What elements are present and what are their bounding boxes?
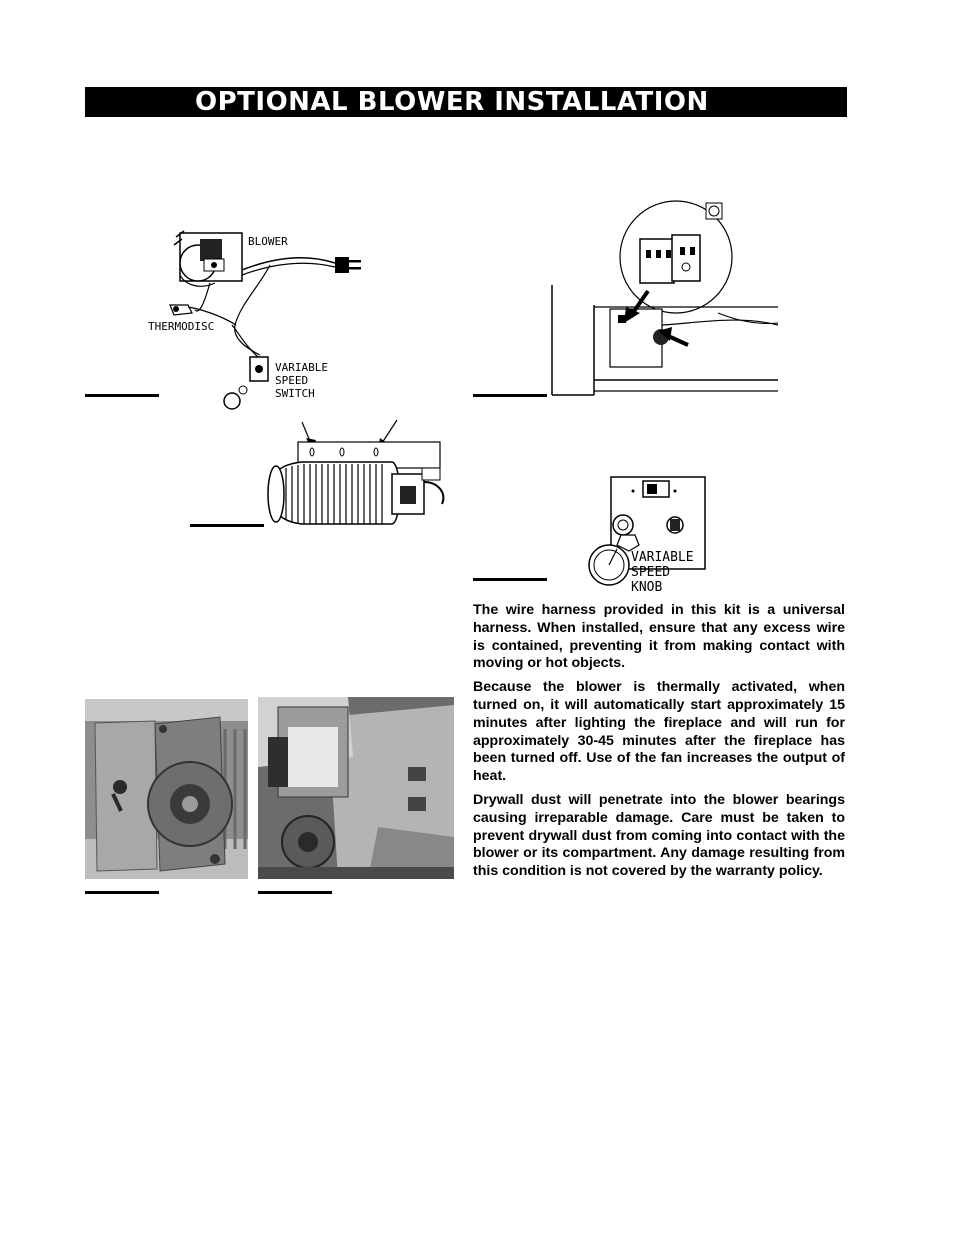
variable-speed-switch-illustration [224, 357, 268, 409]
paragraph: Because the blower is thermally activated, when turned on, it will automatically start approximately 15 minutes after lighting the fireplace and will run for approximately 30-45 minutes after the fireplace has been turned off. Use of the fan increases the output of heat. [473, 679, 845, 785]
page-title-bar [85, 87, 847, 117]
wiring-diagram-figure [140, 225, 380, 415]
switch-label-line3: SWITCH [275, 387, 315, 400]
figure-caption-rule [473, 578, 547, 581]
figure-caption-rule [85, 891, 159, 894]
blower-illustration [174, 231, 242, 286]
knob-label-line3: KNOB [631, 580, 663, 595]
blower-assembly-figure [262, 412, 462, 532]
switch-location-figure [548, 195, 780, 400]
knob-label-line1: VARIABLE [631, 550, 694, 565]
figure-caption-rule [85, 394, 159, 397]
blower-mount-photo [85, 699, 248, 879]
figure-caption-rule [473, 394, 547, 397]
thermodisc-label: THERMODISC [148, 320, 215, 333]
knob-label-line2: SPEED [631, 565, 671, 580]
instructions-text [473, 602, 845, 887]
page-title: OPTIONAL BLOWER INSTALLATION [195, 87, 709, 117]
paragraph: Drywall dust will penetrate into the blower bearings causing irreparable damage. Care must be taken to prevent drywall dust from coming into contact with the blower or its compartment. Any damage resulting from this condition is not covered by the warranty policy. [473, 791, 845, 880]
switch-label-line2: SPEED [275, 374, 309, 387]
control-panel-figure [585, 475, 725, 600]
figure-caption-rule [258, 891, 332, 894]
figure-caption-rule [190, 524, 264, 527]
switch-label-line1: VARIABLE [275, 361, 328, 374]
plug-illustration [335, 257, 361, 273]
blower-label: BLOWER [248, 235, 288, 248]
blower-motor-photo [258, 697, 454, 879]
paragraph: The wire harness provided in this kit is a universal harness. When installed, ensure that any excess wire is contained, preventing it from making contact with moving or hot objects. [473, 602, 845, 672]
